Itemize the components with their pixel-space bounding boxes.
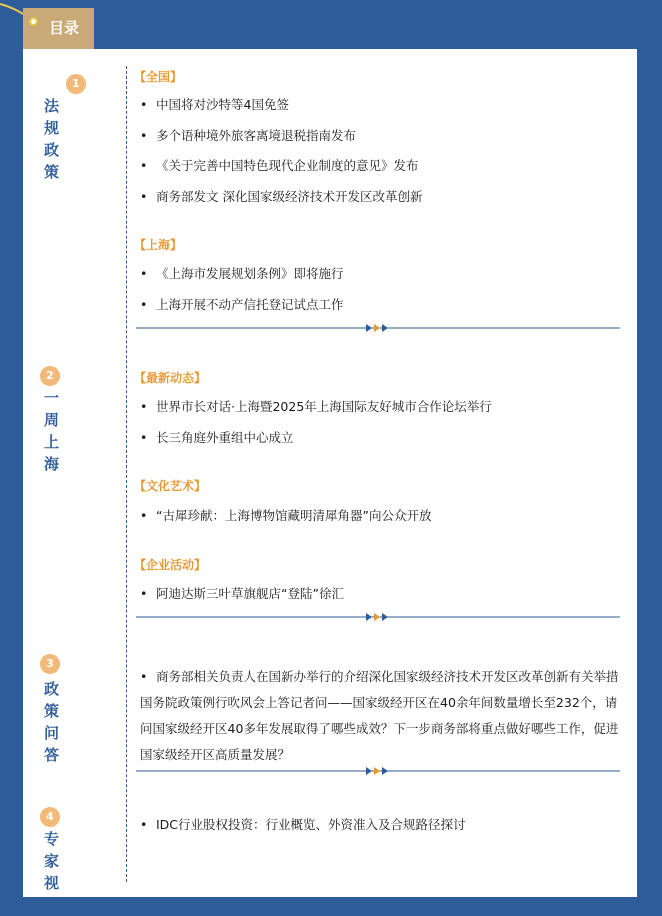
list-item[interactable]: • 多个语种境外旅客离境退税指南发布 bbox=[140, 128, 357, 143]
section-title-line: 问 答 bbox=[44, 724, 70, 764]
category-label: 【最新动态】 bbox=[134, 371, 207, 385]
category-label: 【上海】 bbox=[134, 238, 183, 252]
section-divider bbox=[136, 613, 620, 621]
toc-title: 目录 bbox=[49, 19, 80, 37]
section-title bbox=[44, 387, 88, 475]
section-divider bbox=[136, 767, 620, 775]
dot-icon bbox=[29, 17, 38, 26]
list-item[interactable]: • 阿迪达斯三叶草旗舰店“登陆”徐汇 bbox=[140, 586, 344, 601]
list-item[interactable]: • 中国将对沙特等4国免签 bbox=[140, 97, 289, 112]
section-title-line: 一 周 bbox=[44, 389, 70, 429]
section-divider bbox=[136, 324, 620, 332]
list-item[interactable]: • 长三角庭外重组中心成立 bbox=[140, 430, 294, 445]
list-item[interactable]: • 商务部发文 深化国家级经济技术开发区改革创新 bbox=[140, 189, 423, 204]
category-label: 【文化艺术】 bbox=[134, 479, 207, 493]
toc-tab bbox=[23, 8, 94, 49]
qa-paragraph[interactable]: • 商务部相关负责人在国新办举行的介绍深化国家级经济技术开发区改革创新有关举措国务院政策例行吹风会上答记者问——国家级经开区在40余年间数量增长至232个，请问国家级经开区40多年发展取得了哪些成效？下一步商务部将重点做好哪些工作，促进国家级经开区高质量发展？ bbox=[140, 669, 619, 762]
section-title-line: 上 海 bbox=[44, 433, 70, 473]
list-item[interactable]: • 上海开展不动产信托登记试点工作 bbox=[140, 297, 344, 312]
section-title-line: 政 策 bbox=[44, 680, 70, 720]
vertical-divider bbox=[126, 66, 127, 882]
section-title bbox=[44, 95, 88, 183]
list-item[interactable]: • “古犀珍献：上海博物馆藏明清犀角器”向公众开放 bbox=[140, 508, 432, 523]
category-label: 【企业活动】 bbox=[134, 558, 207, 572]
section-title bbox=[44, 678, 88, 766]
section-number: 1 bbox=[66, 74, 86, 94]
section-title-line: 专 家 bbox=[44, 830, 70, 870]
category-label: 【全国】 bbox=[134, 70, 183, 84]
section-title bbox=[44, 828, 88, 916]
section-number: 3 bbox=[40, 654, 60, 674]
list-item[interactable]: • IDC行业股权投资：行业概览、外资准入及合规路径探讨 bbox=[140, 817, 466, 832]
list-item[interactable]: • 《关于完善中国特色现代企业制度的意见》发布 bbox=[140, 158, 419, 173]
section-number: 4 bbox=[40, 807, 60, 827]
list-item[interactable]: • 《上海市发展规划条例》即将施行 bbox=[140, 266, 344, 281]
section-number: 2 bbox=[40, 366, 60, 386]
list-item[interactable]: • 世界市长对话·上海暨2025年上海国际友好城市合作论坛举行 bbox=[140, 399, 492, 414]
section-title-line: 视 野 bbox=[44, 874, 70, 914]
section-title-line: 政 策 bbox=[44, 141, 70, 181]
section-title-line: 法 规 bbox=[44, 97, 70, 137]
